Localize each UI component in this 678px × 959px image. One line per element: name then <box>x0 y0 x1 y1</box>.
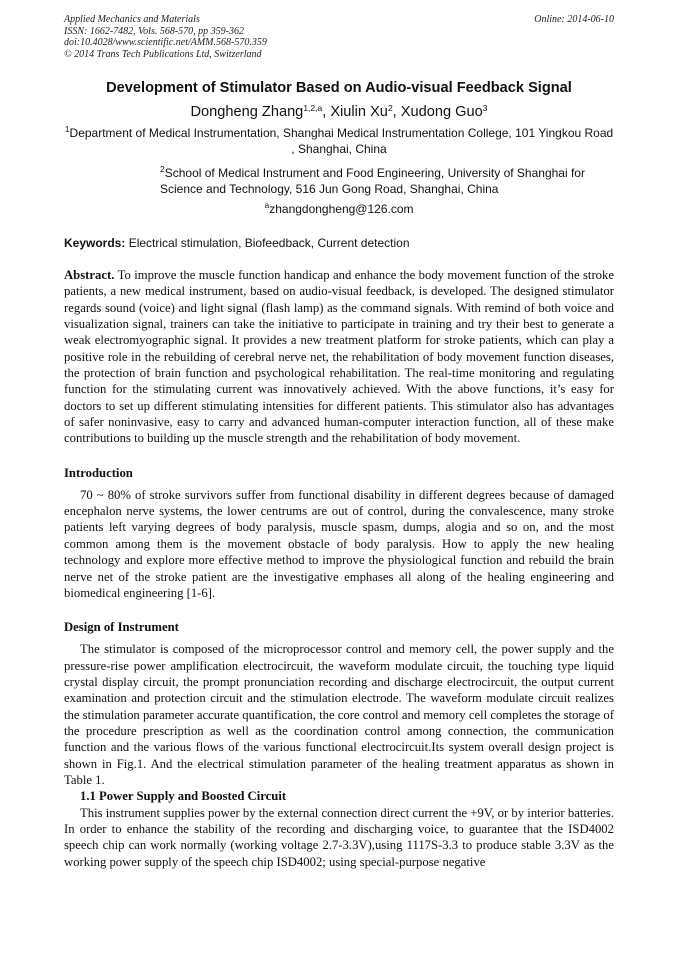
author-sup: 3 <box>482 103 488 113</box>
online-date: Online: 2014-06-10 <box>534 14 614 25</box>
design-heading: Design of Instrument <box>64 620 179 635</box>
journal-issn: ISSN: 1662-7482, Vols. 568-570, pp 359-362 <box>64 25 244 37</box>
journal-name: Applied Mechanics and Materials <box>64 14 200 25</box>
paper-page <box>64 14 614 870</box>
affiliation-1 <box>64 125 614 157</box>
affiliation-2 <box>160 165 614 197</box>
introduction-paragraph: 70 ~ 80% of stroke survivors suffer from functional disability in different degrees because of damaged encephalon nerve systems, the lower centrums are out of control, during the convalescence, many stroke patients left varying degrees of body paralysis, muscle spasm, dumps, alogia and so on, and the most common among them is the movement obstacle of body paralysis. How to apply the new healing technology and explore more effective method to improve the physiological function and rebuild the brain nerve net of the stroke patient are the investigative emphases all along of the healing engineering and biomedical engineering [1-6]. <box>64 487 614 600</box>
journal-header <box>64 14 614 66</box>
journal-doi[interactable]: doi:10.4028/www.scientific.net/AMM.568-570.359 <box>64 37 267 48</box>
power-supply-paragraph: This instrument supplies power by the external connection direct current the +9V, or by interior batteries. In order to enhance the stability of the recording and discharging voice, to guarantee that the ISD4002 speech chip can work normally (working voltage 2.7-3.3V),using 1117S-3.3 to produce stable 3.3V as the working power supply of the speech chip ISD4002; using special-purpose negative <box>64 805 614 869</box>
affiliation-text: Department of Medical Instrumentation, Shanghai Medical Instrumentation College, 101 Yingkou Road , Shanghai, China <box>69 126 614 156</box>
author-email <box>64 202 614 216</box>
keywords <box>64 236 614 250</box>
abstract-text: To improve the muscle function handicap and enhance the body movement function of the stroke patients, a new medical instrument, based on audio-visual feedback, is developed. The designed stimulator regards sound (voice) and light signal (flash lamp) as the command signals. With remind of both voice and visualization signal, trainers can take the initiative to participate in training and try their best to generate a weak electromyographic signal. It provides a new treatment platform for stroke patients, which can play a positive role in the rebuilding of cerebral nerve net, the rehabilitation of body movement function diseases, the protection of brain function and psychological rehabilitation. The real-time monitoring and regulating function for the stimulating current was innovatively achieved. With the above functions, it’s easy for doctors to set up different stimulating intensities for different patients. This stimulator also has advantages of safer noninvasive, easy to carry and advanced human-computer interaction function, all of these make contributions to building up the muscle strength and the rehabilitation of body movement. <box>64 268 614 446</box>
paper-title: Development of Stimulator Based on Audio-visual Feedback Signal <box>106 80 572 96</box>
author-name: Xudong Guo <box>400 104 483 120</box>
author-name: Dongheng Zhang <box>190 104 304 120</box>
journal-copyright: © 2014 Trans Tech Publications Ltd, Switzerland <box>64 48 262 60</box>
design-paragraph: The stimulator is composed of the microprocessor control and memory cell, the power supply and the pressure-rise power amplification electrocircuit, the waveform modulate circuit, the touching type liquid crystal display circuit, the prompt pronunciation recording and discharge electrocircuit, the output current examination and protection circuit and the stimulation electrode. The waveform modulate circuit realizes the stimulation parameter accurate quantification, the core control and memory cell completes the storage of the procedure prescription as well as the coordination control among connection, the communication function and the various flows of the various functional electrocircuit.Its system overall design project is shown in Fig.1. And the electrical stimulation parameter of the healing treatment apparatus as shown in Table 1. <box>64 642 614 787</box>
affiliation-sup: 2 <box>160 164 165 174</box>
affiliation-text: School of Medical Instrument and Food Engineering, University of Shanghai for Science and Technology, 516 Jun Gong Road, Shanghai, China <box>160 166 585 196</box>
abstract <box>64 267 614 447</box>
email-sup: a <box>264 200 270 210</box>
abstract-label: Abstract. <box>64 268 115 282</box>
journal-info <box>64 14 614 60</box>
author-list: Dongheng Zhang$^{1,2,a}$, Xiulin Xu$^2$, Xudong Guo$^3$ <box>190 103 488 120</box>
affiliation-sup: 1 <box>64 124 70 134</box>
author-name: Xiulin Xu <box>330 104 388 120</box>
power-supply-subheading: 1.1 Power Supply and Boosted Circuit <box>80 789 287 804</box>
introduction-heading: Introduction <box>64 465 133 480</box>
email-text[interactable]: zhangdongheng@126.com <box>269 202 414 216</box>
author-sup: 2 <box>387 103 393 113</box>
author-sup: 1,2,a <box>303 103 323 113</box>
keywords-text: Electrical stimulation, Biofeedback, Current detection <box>128 236 410 250</box>
keywords-label: Keywords: <box>64 236 126 250</box>
